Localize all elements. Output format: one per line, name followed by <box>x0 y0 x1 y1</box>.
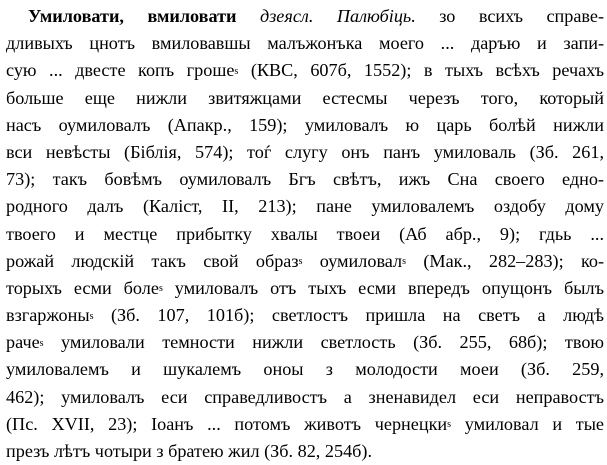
entry-line <box>6 438 604 465</box>
superscript-mark: s <box>234 65 239 77</box>
superscript-mark: s <box>402 256 407 268</box>
line-segment: торыхъ есми боле <box>6 277 159 298</box>
superscript-mark: s <box>39 337 44 349</box>
entry-line <box>6 193 604 220</box>
entry-line-text <box>439 6 604 26</box>
line-segment: презъ лѣтъ чотыри з братею жил (Зб. 82, 254б). <box>6 441 373 461</box>
superscript-mark: s <box>298 256 303 268</box>
headword: Умиловати, вмиловати <box>28 6 237 26</box>
entry-line-1 <box>6 3 604 30</box>
line-segment: (Мак., 282–283); ко- <box>406 250 605 271</box>
superscript-mark: s <box>158 283 163 295</box>
line-segment: 462); умиловалъ еси справедливостъ а зненавидел еси неправостъ <box>6 386 604 407</box>
line-segment: дливыхъ цнотъ вмиловавшы малъжонъка моего ... даръю и запи- <box>6 33 604 54</box>
entry-line <box>6 275 604 302</box>
line-segment: раче <box>6 332 40 353</box>
grammar-label: дзеясл. <box>260 6 314 26</box>
entry-line <box>6 384 604 411</box>
line-segment: насъ оумиловалъ (Апакр., 159); умиловалъ ю царь болѣй нижли <box>6 114 604 135</box>
line-segment: (КВС, 607б, 1552); в тыхъ всѣхъ речахъ <box>238 60 604 81</box>
line-segment: вси невѣсты (Біблія, 574); тоѓ слугу онъ панъ умиловаль (Зб. 261, <box>6 141 604 162</box>
line-segment: рожай людскій такъ свой образ <box>6 250 299 271</box>
line-segment: (Зб. 107, 101б); светлостъ пришла на светъ а людѣ <box>93 305 604 326</box>
line-segment: зо всихъ справе- <box>439 6 605 26</box>
entry-line <box>6 302 604 329</box>
line-segment: взгаржоны <box>6 305 90 326</box>
line-segment: умиловал и тые <box>451 413 604 434</box>
gloss: Палюбіць. <box>336 6 416 26</box>
entry-line <box>6 139 604 166</box>
entry-line <box>6 329 604 356</box>
entry-line <box>6 85 604 112</box>
entry-line <box>6 30 604 57</box>
line-segment: умиловали темности нижли светлость (Зб. 255, 68б); твою <box>43 332 604 353</box>
line-segment: сую ... двесте копъ грошe <box>6 60 235 81</box>
entry-line <box>6 356 604 383</box>
line-segment: умиловалемъ и шукалемъ оноы з молодости моеи (Зб. 259, <box>6 359 604 380</box>
superscript-mark: s <box>447 419 452 431</box>
entry-line <box>6 248 604 275</box>
line-segment: твоего и местце прибытку хвалы твоеи (Аб абр., 9); гдьь ... <box>6 223 604 244</box>
entry-line <box>6 112 604 139</box>
line-segment: умиловалъ отъ тыхъ есми впередъ опущонъ былъ <box>162 277 604 298</box>
entry-line <box>6 57 604 84</box>
line-segment: оумиловал <box>302 250 403 271</box>
line-segment: родного далъ (Каліст, II, 213); пане умиловалемъ оздобу дому <box>6 196 604 217</box>
entry-line <box>6 166 604 193</box>
superscript-mark: s <box>89 310 94 322</box>
entry-line <box>6 221 604 248</box>
line-segment: (Пс. XVII, 23); Іоанъ ... потомъ животъ чернецки <box>6 413 448 434</box>
line-segment: 73); такъ бовѣмъ оумиловалъ Бгъ свѣтъ, ижъ Сна своего едно- <box>6 169 604 190</box>
entry-line <box>6 411 604 438</box>
line-segment: больше еще нижли звитяжцами естесмы черезъ того, который <box>6 87 604 108</box>
